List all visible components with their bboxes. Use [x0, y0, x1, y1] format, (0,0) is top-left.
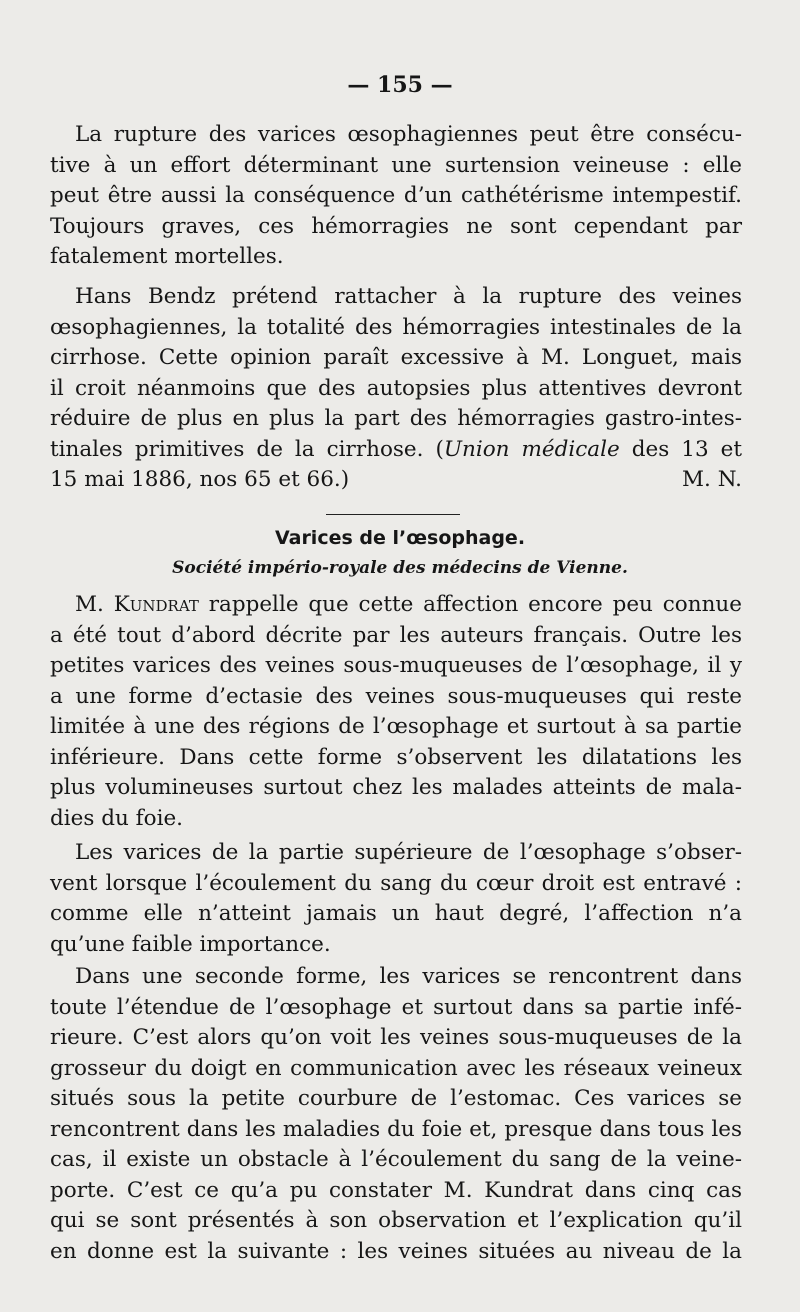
section-title: Varices de l’œsophage. — [274, 527, 526, 549]
text-line: porte. C’est ce qu’a pu constater M. Kundrat dans cinq cas — [50, 1177, 742, 1203]
text-line: Toujours graves, ces hémorragies ne sont cependant par — [50, 213, 742, 239]
text-line: cirrhose. Cette opinion paraît excessive à M. Longuet, mais — [50, 345, 742, 370]
paragraph-upper-varices — [50, 838, 742, 960]
text-run: des 13 et — [619, 436, 742, 462]
page-number: — 155 — — [347, 72, 453, 98]
text-line — [50, 465, 742, 496]
text-line: il croit néanmoins que des autopsies plus attentives devront — [50, 375, 742, 401]
text-line: œsophagiennes, la totalité des hémorragies intestinales de la — [50, 314, 742, 340]
text-line: a été tout d’abord décrite par les auteurs français. Outre les — [50, 622, 742, 648]
text-line — [50, 435, 742, 466]
section-subtitle: Société império-royale des médecins de Vienne. — [172, 558, 628, 578]
text-line: qui se sont présentés à son observation et l’explication qu’il — [50, 1208, 742, 1233]
text-line: Dans une seconde forme, les varices se rencontrent dans — [75, 964, 742, 989]
paragraph-bendz — [50, 282, 742, 496]
citation-date: 15 mai 1886, nos 65 et 66.) — [50, 467, 350, 492]
text-line: peut être aussi la conséquence d’un cathétérisme intempestif. — [50, 183, 742, 208]
text-line: cas, il existe un obstacle à l’écoulement du sang de la veine- — [50, 1147, 742, 1172]
text-line: La rupture des varices œsophagiennes peut être consécu- — [75, 122, 742, 147]
author-name: Kundrat — [113, 592, 199, 617]
text-run: M. — [75, 592, 114, 617]
author-signature: M. N. — [682, 467, 742, 492]
text-line: situés sous la petite courbure de l’estomac. Ces varices se — [50, 1086, 742, 1111]
text-line: tive à un effort déterminant une surtension veineuse : elle — [50, 152, 742, 178]
text-line: limitée à une des régions de l’œsophage et surtout à sa partie — [50, 714, 742, 739]
text-line: Hans Bendz prétend rattacher à la rupture des veines — [75, 284, 742, 309]
paragraph-rupture — [50, 120, 742, 273]
paragraph-second-form — [50, 962, 742, 1267]
text-line: fatalement mortelles. — [50, 244, 284, 269]
text-line: rencontrent dans les maladies du foie et, presque dans tous les — [50, 1116, 742, 1142]
text-line: réduire de plus en plus la part des hémorragies gastro-intes- — [50, 406, 742, 431]
text-line: vent lorsque l’écoulement du sang du cœur droit est entravé : — [50, 870, 742, 896]
text-line: dies du foie. — [50, 805, 184, 831]
text-line: petites varices des veines sous-muqueuses de l’œsophage, il y — [50, 653, 742, 678]
text-line: comme elle n’atteint jamais un haut degré, l’affection n’a — [50, 901, 742, 926]
paragraph-kundrat — [50, 590, 742, 834]
text-line — [50, 590, 742, 621]
text-line: qu’une faible importance. — [50, 931, 331, 957]
text-line: Les varices de la partie supérieure de l’œsophage s’obser- — [75, 840, 742, 865]
text-run: rappelle que cette affection encore peu connue — [198, 592, 742, 617]
journal-title: Union médicale — [443, 436, 620, 462]
text-line: inférieure. Dans cette forme s’observent les dilatations les — [50, 744, 742, 770]
text-line: plus volumineuses surtout chez les malades atteints de mala- — [50, 775, 742, 800]
text-line: toute l’étendue de l’œsophage et surtout dans sa partie infé- — [50, 994, 742, 1020]
text-run: tinales primitives de la cirrhose. ( — [50, 436, 444, 462]
section-divider — [326, 514, 460, 515]
text-line: rieure. C’est alors qu’on voit les veines sous-muqueuses de la — [50, 1025, 742, 1050]
text-line: a une forme d’ectasie des veines sous-muqueuses qui reste — [50, 683, 742, 709]
text-line: en donne est la suivante : les veines situées au niveau de la — [50, 1238, 742, 1264]
text-line: grosseur du doigt en communication avec les réseaux veineux — [50, 1055, 742, 1081]
